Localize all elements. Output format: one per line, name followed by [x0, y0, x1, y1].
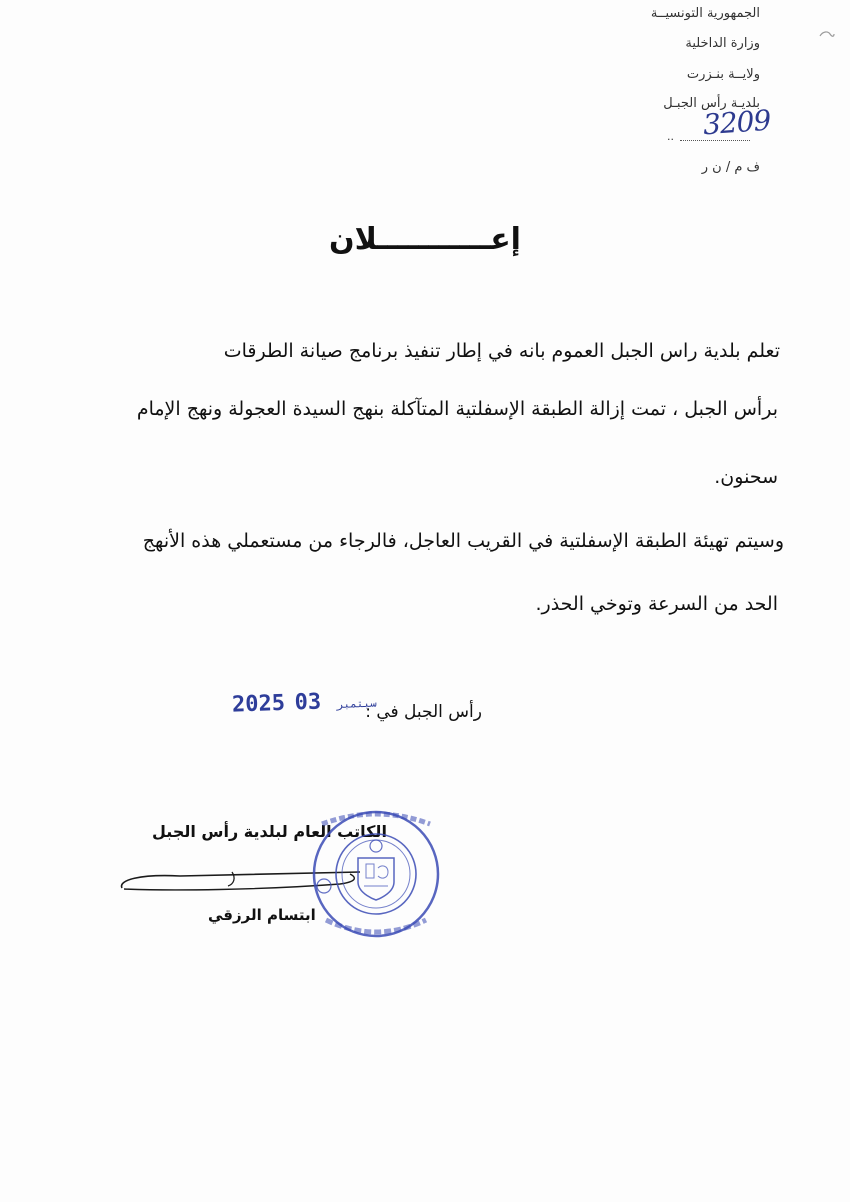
- reference-underline: [680, 140, 750, 141]
- date-stamp: [232, 687, 383, 717]
- announcement-line-5: الحد من السرعة وتوخي الحذر.: [535, 593, 778, 615]
- municipal-seal: [310, 808, 442, 940]
- scan-smudge-icon: [818, 28, 836, 42]
- reference-prefix: ..: [667, 130, 674, 143]
- announcement-line-3: سحنون.: [714, 466, 778, 488]
- signatory-name: ابتسام الرزقي: [208, 906, 316, 924]
- ministry-header: وزارة الداخلية: [685, 36, 760, 51]
- announcement-title: إعـــــــــــلان: [329, 222, 521, 257]
- governorate-header: ولايــة بنـزرت: [686, 67, 760, 82]
- date-label: رأس الجبل في :: [365, 702, 482, 722]
- municipality-header: بلديـة رأس الجبـل: [663, 96, 760, 111]
- signatory-title: الكاتب العام لبلدية رأس الجبل: [152, 822, 387, 841]
- date-stamp-day: 03: [294, 689, 322, 716]
- announcement-line-4: وسيتم تهيئة الطبقة الإسفلتية في القريب العاجل، فالرجاء من مستعملي هذه الأنهج: [142, 530, 784, 552]
- date-stamp-month: سبتمبر: [336, 696, 377, 711]
- date-stamp-year: 2025: [231, 690, 286, 718]
- reference-code: ف م / ن ر: [701, 160, 760, 175]
- announcement-line-1: تعلم بلدية راس الجبل العموم بانه في إطار تنفيذ برنامج صيانة الطرقات: [223, 340, 780, 362]
- announcement-line-2: برأس الجبل ، تمت إزالة الطبقة الإسفلتية المتآكلة بنهج السيدة العجولة ونهج الإمام: [136, 398, 778, 420]
- reference-number: 3209: [701, 103, 772, 142]
- republic-header: الجمهورية التونسيــة: [650, 6, 760, 21]
